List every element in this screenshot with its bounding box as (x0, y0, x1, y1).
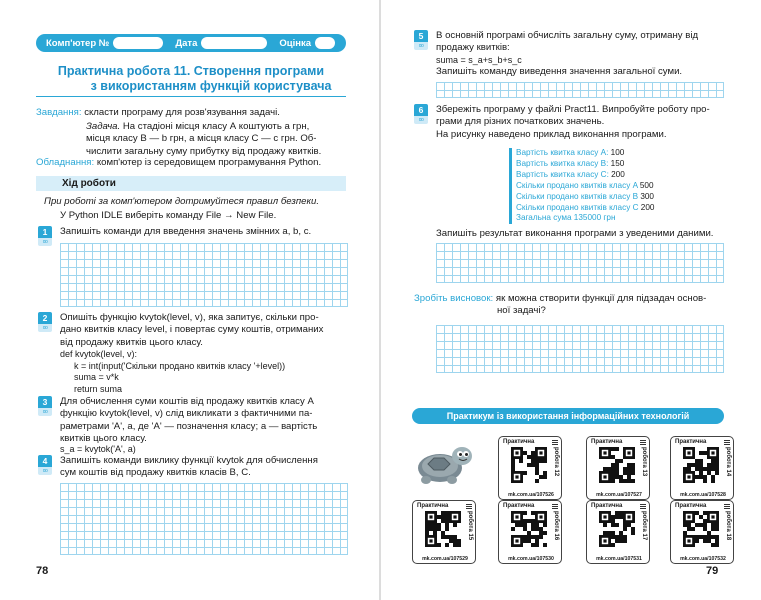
computer-label: Комп'ютер № (46, 37, 110, 49)
step-5-marker: 5 oo (414, 30, 428, 50)
date-label: Дата (175, 37, 198, 49)
page-number-left: 78 (36, 565, 49, 577)
title-divider (36, 96, 346, 97)
left-page (0, 0, 380, 600)
qr-card-title: Практична (675, 503, 707, 509)
practicum-bar: Практикум із використання інформаційних технологій (412, 408, 724, 424)
qr-card[interactable] (498, 436, 562, 500)
safety-note: При роботі за комп'ютером дотримуйтеся правил безпеки. (44, 196, 320, 207)
code-def: def kvytok(level, v): (60, 349, 138, 359)
qr-code-icon (599, 511, 635, 547)
conclusion-label: Зробіть висновок: (414, 293, 494, 304)
qr-card-title: Практична (417, 503, 449, 509)
qr-corner-icon (552, 503, 558, 509)
qr-card-label: робота 17 (641, 511, 647, 541)
answer-grid-5[interactable] (436, 82, 724, 98)
step-5-code: suma = s_a+s_b+s_c (436, 54, 522, 65)
problem-line-2: місця класу В — b грн, а місця класу С — c грн. Об- (86, 133, 317, 145)
answer-grid-result[interactable] (436, 243, 724, 283)
qr-card-label: робота 16 (553, 511, 559, 541)
qr-code-icon (683, 511, 719, 547)
record-result: Запишіть результат виконання програми з уведеними даними. (436, 228, 714, 239)
equipment-line (36, 157, 321, 169)
turtle-illustration (414, 438, 476, 490)
step-1-text: Запишіть команди для введення значень змінних a, b, c. (60, 226, 312, 237)
answer-grid-1[interactable] (60, 243, 348, 307)
sample-output (509, 148, 654, 224)
qr-card-title: Практична (591, 439, 623, 445)
step-5-text: В основній програмі обчисліть загальну суму, отриману від продажу квитків: suma = s_a+s_b+s_c Запишіть команду виведення значення загальної суми. (436, 30, 699, 78)
grade-field[interactable] (315, 37, 335, 49)
qr-card-title: Практична (503, 503, 535, 509)
sample-line: Скільки продано квитків класу B 300 (516, 191, 654, 201)
qr-card-url[interactable]: mk.com.ua/107531 (596, 556, 642, 562)
qr-card-url[interactable]: mk.com.ua/107527 (596, 492, 642, 498)
qr-card-label: робота 14 (725, 447, 731, 477)
qr-card-label: робота 13 (641, 447, 647, 477)
code-suma: suma = v*k (74, 372, 119, 382)
computer-field[interactable] (113, 37, 163, 49)
qr-card[interactable] (498, 500, 562, 564)
qr-card-title: Практична (591, 503, 623, 509)
qr-card[interactable] (412, 500, 476, 564)
problem-block (86, 121, 352, 158)
step-6-marker: 6 oo (414, 104, 428, 124)
task-line (36, 107, 280, 119)
date-field[interactable] (201, 37, 267, 49)
qr-code-icon (511, 511, 547, 547)
answer-grid-conclusion[interactable] (436, 325, 724, 373)
code-function (60, 349, 285, 395)
step-3-marker: 3 oo (38, 396, 52, 416)
title-line-2: з використанням функцій користувача (90, 79, 332, 93)
qr-code-icon (683, 447, 719, 483)
qr-corner-icon (724, 503, 730, 509)
qr-card[interactable] (586, 436, 650, 500)
conclusion-text-1: як можна створити функції для підзадач основ- (495, 293, 707, 304)
sample-line: Загальна сума 135000 грн (516, 213, 616, 223)
grade-label: Оцінка (279, 37, 312, 49)
qr-code-icon (511, 447, 547, 483)
task-text: скласти програму для розв'язування задачі. (84, 107, 280, 118)
step-2-text: Опишіть функцію kvytok(level, v), яка запитує, скільки про- дано квитків класу level, і повертає суму коштів, отриманих від продажу квитків цього класу. (60, 312, 324, 348)
qr-corner-icon (552, 439, 558, 445)
sample-line: Скільки продано квитків класу C 200 (516, 202, 655, 212)
qr-card-url[interactable]: mk.com.ua/107532 (680, 556, 726, 562)
step-3-text: Для обчислення суми коштів від продажу квитків класу А функцію kvytok(level, v) слід викликати з фактичними па- раметрами 'A', a, де 'A' — позначення класу; a — вартість квитків цього класу. (60, 396, 318, 444)
sample-line: Вартість квитка класу В: 150 (516, 158, 625, 168)
conclusion-line-1 (414, 293, 706, 305)
problem-line-3: числити загальну суму прибутку від продажу квитків. (86, 145, 322, 157)
qr-card-url[interactable]: mk.com.ua/107529 (422, 556, 468, 562)
qr-card-url[interactable]: mk.com.ua/107528 (680, 492, 726, 498)
task-label: Завдання: (36, 107, 82, 118)
sample-line: Скільки продано квитків класу A 500 (516, 180, 654, 190)
step-6-text: Збережіть програму у файлі Pract11. Випробуйте роботу про- грами для різних початкових значень. На рисунку наведено приклад виконання програми. (436, 104, 710, 140)
header-bar (36, 34, 346, 52)
code-return: return suma (74, 383, 123, 394)
problem-label: Задача. (86, 121, 121, 132)
step-4-marker: 4 oo (38, 455, 52, 475)
page-number-right: 79 (706, 565, 719, 577)
qr-card-label: робота 15 (467, 511, 473, 541)
equipment-text: комп'ютер із середовищем програмування Python. (96, 157, 322, 168)
idle-instruction: У Python IDLE виберіть команду File → New File. (60, 210, 277, 221)
qr-card-label: робота 18 (725, 511, 731, 541)
step-1-marker: 1 oo (38, 226, 52, 246)
qr-card-label: робота 12 (553, 447, 559, 477)
qr-card-url[interactable]: mk.com.ua/107530 (508, 556, 554, 562)
equipment-label: Обладнання: (36, 157, 95, 168)
qr-corner-icon (640, 503, 646, 509)
qr-corner-icon (640, 439, 646, 445)
qr-card[interactable] (670, 500, 734, 564)
title-line-1: Практична робота 11. Створення програми (57, 64, 325, 78)
qr-corner-icon (724, 439, 730, 445)
step-4-text: Запишіть команди виклику функції kvytok для обчислення сум коштів від продажу квитків класів В, С. (60, 455, 318, 479)
qr-card[interactable] (670, 436, 734, 500)
qr-card-title: Практична (503, 439, 535, 445)
code-k: k = int(input('Скільки продано квитків класу '+level)) (74, 360, 286, 371)
progress-header: Хід роботи (36, 176, 346, 191)
practical-title (36, 64, 346, 94)
qr-corner-icon (466, 503, 472, 509)
qr-card[interactable] (586, 500, 650, 564)
conclusion-line-2: ної задачі? (497, 305, 546, 316)
sample-line: Вартість квитка класу С: 200 (516, 169, 625, 179)
code-sa: s_a = kvytok('A', a) (60, 444, 136, 454)
step-2-marker: 2 oo (38, 312, 52, 332)
sample-line: Вартість квитка класу А: 100 (516, 148, 625, 157)
qr-code-icon (599, 447, 635, 483)
qr-code-icon (425, 511, 461, 547)
qr-card-title: Практична (675, 439, 707, 445)
problem-line-1: На стадіоні місця класу А коштують a грн, (122, 121, 310, 132)
qr-card-url[interactable]: mk.com.ua/107526 (508, 492, 554, 498)
answer-grid-4[interactable] (60, 483, 348, 555)
